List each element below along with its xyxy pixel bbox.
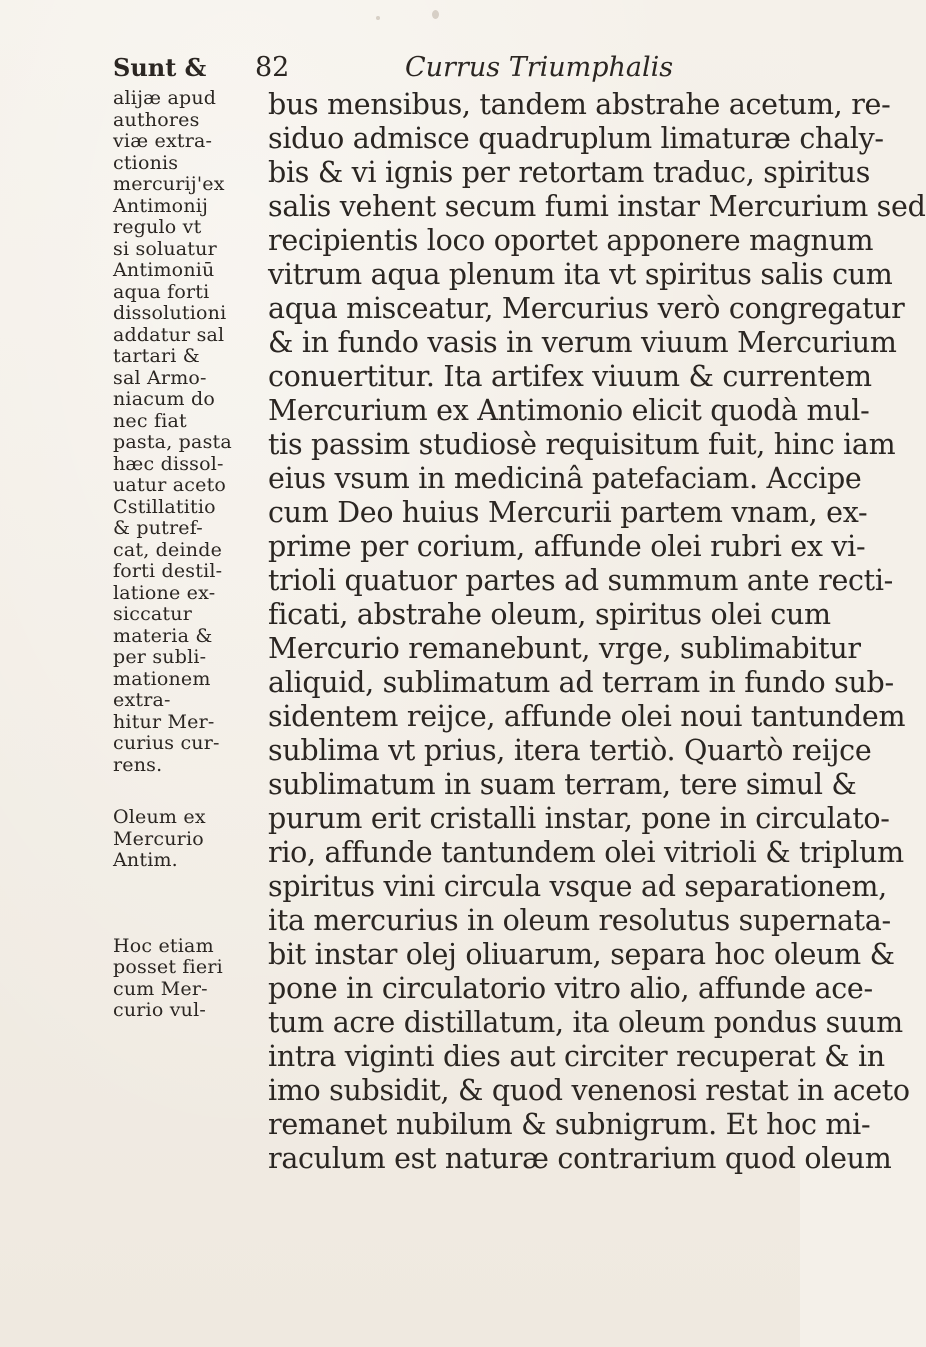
text-line: prime per corium, affunde olei rubri ex vi- [268,530,866,563]
text-line: tum acre distillatum, ita oleum pondus suum [268,1006,903,1039]
margin-notes [113,88,263,1022]
margin-note-line: pasta, pasta [113,431,232,453]
margin-note-line: forti destil- [113,560,223,582]
margin-note-line: Oleum ex [113,806,206,828]
margin-note-line: Mercurio [113,827,204,850]
text-line: aqua misceatur, Mercurius verò congregatur [268,292,905,325]
margin-note-line: Antimonij [113,194,209,217]
margin-note-line: regulo vt [113,216,202,238]
text-line: salis vehent secum fumi instar Mercurium sed [268,190,926,223]
margin-note-line: Antimoniū [113,259,215,281]
margin-note-oleum [113,807,263,872]
page-number: 82 [255,52,290,83]
margin-note-line: Hoc etiam [113,934,214,957]
margin-heading: Sunt & [113,53,207,82]
text-line: ita mercurius in oleum resolutus supernata- [268,904,891,937]
text-line: imo subsidit, & quod venenosi restat in aceto [268,1074,910,1107]
margin-note-line: per subli- [113,646,207,668]
text-line: trioli quatuor partes ad summum ante recti- [268,564,893,597]
margin-note-line: & putref- [113,517,203,539]
margin-note-line: hæc dissol- [113,452,224,475]
text-line: intra viginti dies aut circiter recuperat & in [268,1040,885,1073]
margin-note-line: cat, deinde [113,538,223,561]
text-line: cum Deo huius Mercurii partem vnam, ex- [268,496,868,529]
margin-note-line: uatur aceto [113,474,227,496]
margin-note-line: sal Armo- [113,366,207,389]
margin-note-line: authores [113,108,200,131]
text-line: Mercurio remanebunt, vrge, sublimabitur [268,632,861,665]
text-line: eius vsum in medicinâ patefaciam. Accipe [268,462,862,495]
text-line: ficati, abstrahe oleum, spiritus olei cum [268,598,831,631]
text-line: sublimatum in suam terram, tere simul & [268,768,857,801]
text-line: vitrum aqua plenum ita vt spiritus salis cum [268,258,893,291]
text-line: raculum est naturæ contrarium quod oleum [268,1142,892,1175]
margin-note-line: extra- [113,689,171,711]
text-line: conuertitur. Ita artifex viuum & currentem [268,360,872,393]
margin-note-line: curio vul- [113,999,206,1021]
text-line: purum erit cristalli instar, pone in circulato- [268,802,890,835]
text-line: siduo admisce quadruplum limaturæ chaly- [268,122,884,155]
margin-note-line: aqua forti [113,280,210,303]
margin-note-line: materia & [113,624,213,647]
margin-note-line: viæ extra- [113,130,213,152]
text-line: tis passim studiosè requisitum fuit, hinc iam [268,428,896,461]
ink-spot [432,10,439,19]
text-line: sublima vt prius, itera tertiò. Quartò reijce [268,734,872,767]
running-title: Currus Triumphalis [405,52,674,83]
text-line: & in fundo vasis in verum viuum Mercurium [268,326,897,359]
margin-note-line: addatur sal [113,323,225,346]
text-line: Mercurium ex Antimonio elicit quodà mul- [268,394,870,427]
margin-note-line: rens. [113,753,163,776]
text-line: rio, affunde tantundem olei vitrioli & triplum [268,836,904,869]
margin-note-line: Antim. [113,849,178,871]
text-line: spiritus vini circula vsque ad separationem, [268,870,887,903]
margin-note-line: posset fieri [113,956,223,978]
margin-note-line: mationem [113,667,211,690]
margin-note-line: mercurij'ex [113,173,225,195]
margin-note-extraction [113,88,263,776]
margin-note-line: cum Mer- [113,977,208,1000]
margin-note-line: nec fiat [113,409,187,432]
main-text-column [268,88,926,1176]
text-line: sidentem reijce, affunde olei noui tantundem [268,700,906,733]
margin-note-line: alijæ apud [113,87,217,109]
margin-note-line: niacum do [113,388,215,410]
margin-note-hoc-etiam [113,936,263,1022]
text-line: bis & vi ignis per retortam traduc, spiritus [268,156,871,189]
text-line: bus mensibus, tandem abstrahe acetum, re- [268,88,891,121]
ink-spot [376,16,380,20]
margin-note-line: Cstillatitio [113,495,216,518]
margin-note-line: tartari & [113,345,200,367]
text-line: recipientis loco oportet apponere magnum [268,224,874,257]
margin-note-line: siccatur [113,603,192,625]
margin-note-line: curius cur- [113,732,220,754]
margin-note-line: si soluatur [113,237,217,260]
text-line: aliquid, sublimatum ad terram in fundo sub- [268,666,894,699]
margin-note-line: latione ex- [113,581,216,604]
page-header [0,48,800,88]
margin-note-line: dissolutioni [113,302,227,324]
text-line: remanet nubilum & subnigrum. Et hoc mi- [268,1108,871,1141]
margin-note-line: ctionis [113,151,179,174]
margin-note-line: hitur Mer- [113,710,215,733]
text-line: bit instar olej oliuarum, separa hoc oleum & [268,938,895,971]
text-line: pone in circulatorio vitro alio, affunde ace- [268,972,873,1005]
